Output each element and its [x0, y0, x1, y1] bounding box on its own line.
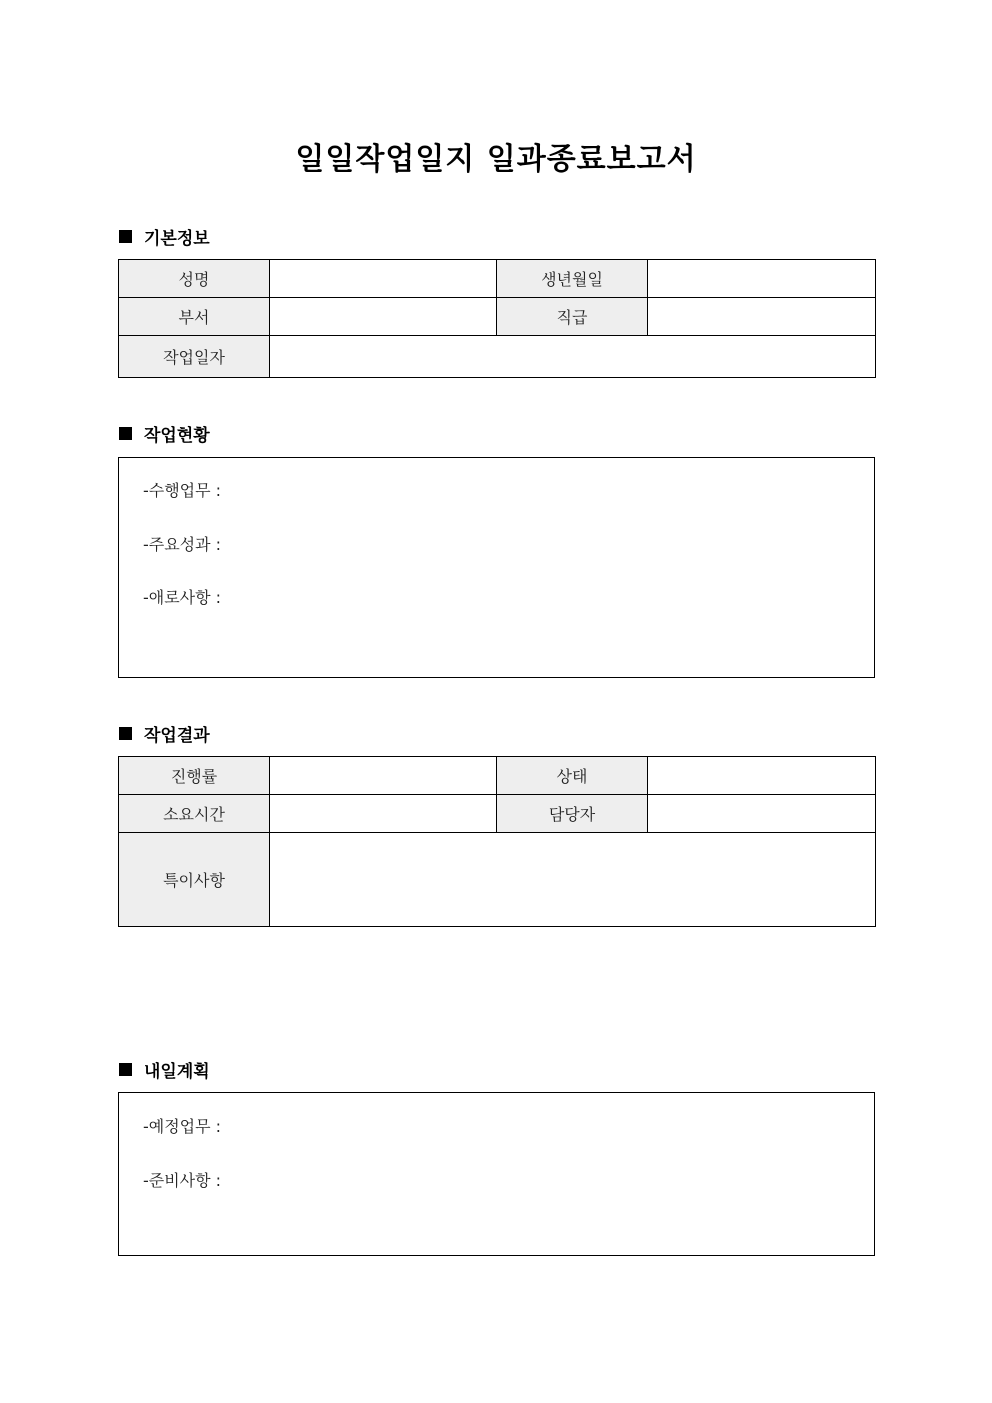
field-name[interactable] — [270, 260, 497, 298]
basic-info-table — [118, 259, 876, 378]
label-position: 직급 — [497, 298, 648, 336]
label-birthdate: 생년월일 — [497, 260, 648, 298]
section-title: 작업현황 — [144, 426, 210, 446]
line-tasks-performed: -수행업무 : — [143, 481, 222, 500]
section-title: 기본정보 — [144, 229, 210, 249]
work-result-table — [118, 756, 876, 927]
square-bullet-icon — [119, 727, 132, 740]
table-row — [119, 795, 876, 833]
square-bullet-icon — [119, 427, 132, 440]
label-assignee: 담당자 — [497, 795, 648, 833]
line-planned-tasks: -예정업무 : — [143, 1117, 222, 1136]
field-work-date[interactable] — [270, 336, 876, 378]
field-birthdate[interactable] — [648, 260, 876, 298]
label-work-date: 작업일자 — [119, 336, 270, 378]
label-name: 성명 — [119, 260, 270, 298]
field-department[interactable] — [270, 298, 497, 336]
label-state: 상태 — [497, 757, 648, 795]
table-row — [119, 757, 876, 795]
square-bullet-icon — [119, 230, 132, 243]
field-position[interactable] — [648, 298, 876, 336]
line-difficulties: -애로사항 : — [143, 588, 222, 607]
field-progress[interactable] — [270, 757, 497, 795]
document-title: 일일작업일지 일과종료보고서 — [295, 142, 697, 177]
label-time-spent: 소요시간 — [119, 795, 270, 833]
field-assignee[interactable] — [648, 795, 876, 833]
section-heading-basic — [119, 224, 210, 249]
table-row — [119, 336, 876, 378]
square-bullet-icon — [119, 1063, 132, 1076]
table-row — [119, 260, 876, 298]
field-notes[interactable] — [270, 833, 876, 927]
field-state[interactable] — [648, 757, 876, 795]
section-heading-plan — [119, 1057, 210, 1082]
section-heading-result — [119, 721, 210, 746]
label-notes: 특이사항 — [119, 833, 270, 927]
field-time-spent[interactable] — [270, 795, 497, 833]
label-progress: 진행률 — [119, 757, 270, 795]
tomorrow-plan-box[interactable] — [118, 1092, 875, 1256]
label-department: 부서 — [119, 298, 270, 336]
line-key-results: -주요성과 : — [143, 535, 222, 554]
section-title: 작업결과 — [144, 726, 210, 746]
table-row — [119, 833, 876, 927]
work-status-box[interactable] — [118, 457, 875, 678]
section-title: 내일계획 — [144, 1062, 210, 1082]
line-preparations: -준비사항 : — [143, 1171, 222, 1190]
table-row — [119, 298, 876, 336]
section-heading-status — [119, 421, 210, 446]
